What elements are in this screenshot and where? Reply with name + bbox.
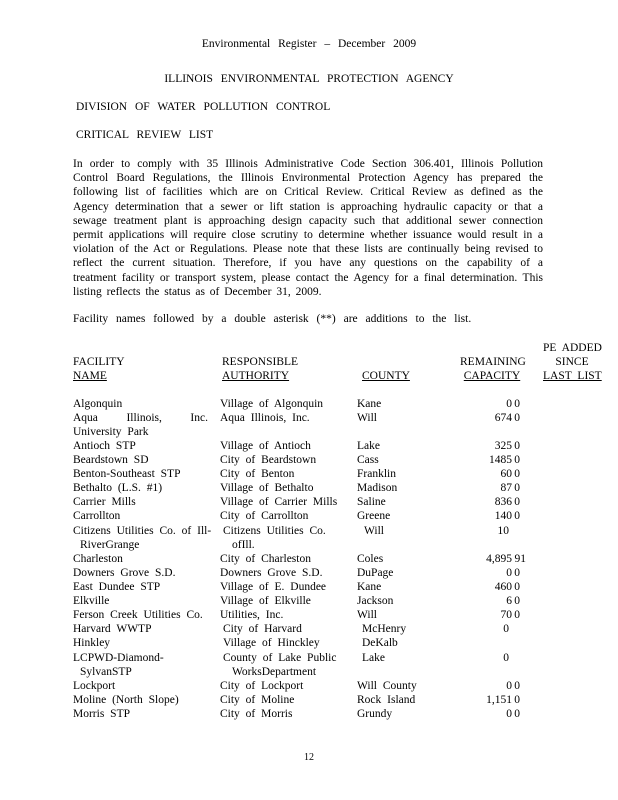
table-row: Hinkley Village of Hinckley DeKalb (73, 637, 398, 649)
division-title: DIVISION OF WATER POLLUTION CONTROL (76, 101, 331, 113)
table-row: Lockport City of Lockport Will County 0 0 (73, 680, 520, 692)
table-row-continued: University Park (73, 426, 149, 438)
table-row: Algonquin Village of Algonquin Kane 0 0 (73, 398, 520, 410)
page-number: 12 (304, 752, 314, 763)
table-row: Elkville Village of Elkville Jackson 6 0 (73, 595, 520, 607)
table-row: East Dundee STP Village of E. Dundee Kane 460 0 (73, 581, 520, 593)
table-row: Citizens Utilities Co. of Ill- Citizens Utilities Co. Will 10 (73, 525, 509, 537)
table-row: Carrier Mills Village of Carrier Mills Saline 836 0 (73, 496, 520, 508)
table-row: LCPWD-Diamond- County of Lake Public Lake 0 (73, 652, 509, 664)
table-row: Charleston City of Charleston Coles 4,895 91 (73, 553, 526, 565)
list-title: CRITICAL REVIEW LIST (76, 129, 214, 141)
col-header-facility: FACILITY NAME (73, 356, 125, 382)
col-header-authority: RESPONSIBLE AUTHORITY (222, 356, 299, 382)
table-row: Morris STP City of Morris Grundy 0 0 (73, 708, 520, 720)
table-row-continued: RiverGrange ofIll. (80, 539, 255, 551)
table-row: Harvard WWTP City of Harvard McHenry 0 (73, 623, 509, 635)
table-row: Ferson Creek Utilities Co. Utilities, Inc. Will 70 0 (73, 609, 520, 621)
table-row: Bethalto (L.S. #1) Village of Bethalto Madison 87 0 (73, 482, 520, 494)
table-row: Downers Grove S.D. Downers Grove S.D. DuPage 0 0 (73, 567, 520, 579)
intro-paragraph: In order to comply with 35 Illinois Administrative Code Section 306.401, Illinois Pollution Control Board Regulations, the Illinois Environmental Protection Agency has prepared the following list of facilities which are on Critical Review. Critical Review as defined as the Agency determination that a sewer or lift station is approaching hydraulic capacity or that a sewage treatment plant is approaching design capacity such that additional sewer connection permit applications will require close scrutiny to determine whether issuance would result in a violation of the Act or Regulations. Please note that these lists are continually being revised to reflect the current situation. Therefore, if you have any questions on the capability of a treatment facility or transport system, please contact the Agency for a final determination. This listing reflects the status as of December 31, 2009. (73, 158, 543, 298)
table-row: Aqua Illinois, Inc. Aqua Illinois, Inc. Will 674 0 (73, 412, 520, 424)
table-row: Antioch STP Village of Antioch Lake 325 0 (73, 440, 520, 452)
table-row: Benton-Southeast STP City of Benton Franklin 60 0 (73, 468, 520, 480)
agency-title: ILLINOIS ENVIRONMENTAL PROTECTION AGENCY (164, 73, 454, 85)
additions-note: Facility names followed by a double asterisk (**) are additions to the list. (73, 313, 472, 325)
table-row: Beardstown SD City of Beardstown Cass 1485 0 (73, 454, 520, 466)
col-header-pe-added: PE ADDED SINCE LAST LIST (543, 342, 602, 382)
table-row: Moline (North Slope) City of Moline Rock Island 1,151 0 (73, 694, 520, 706)
col-header-county: COUNTY (362, 370, 410, 382)
table-row: Carrollton City of Carrollton Greene 140 0 (73, 510, 520, 522)
col-header-capacity: REMAINING CAPACITY (460, 356, 526, 382)
running-title: Environmental Register – December 2009 (201, 38, 417, 50)
table-row-continued: SylvanSTP WorksDepartment (80, 666, 317, 678)
